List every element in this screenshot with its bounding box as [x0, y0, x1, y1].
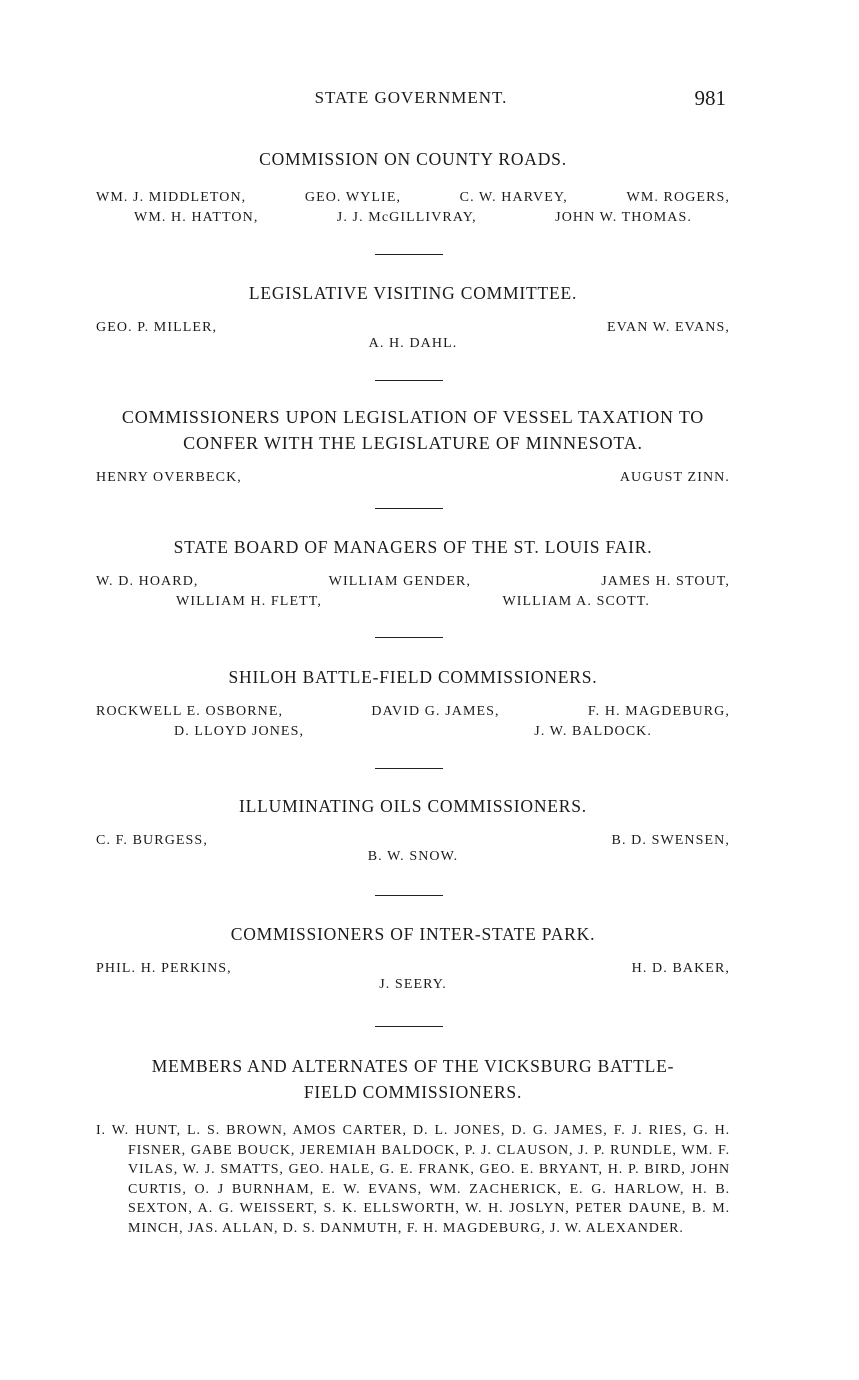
member-name: A. H. DAHL. [368, 336, 458, 351]
member-paragraph: I. W. HUNT, L. S. BROWN, AMOS CARTER, D. L. JONES, D. G. JAMES, F. J. RIES, G. H. FISNER, GABE BOUCK, JEREMIAH BALDOCK, P. J. CLAUSON, J. P. RUNDLE, WM. F. VILAS, W. J. SMATTS, GEO. HALE, G. E. FRANK, GEO. E. BRYANT, H. P. BIRD, JOHN CURTIS, O. J BURNHAM, E. W. EVANS, WM. ZACHERICK, E. G. HARLOW, H. B. SEXTON, A. G. WEISSERT, S. K. ELLSWORTH, W. H. JOSLYN, PETER DAUNE, B. M. MINCH, JAS. ALLAN, D. S. DANMUTH, F. H. MAGDEBURG, J. W. ALEXANDER. [96, 1123, 730, 1236]
section-heading-line: MEMBERS AND ALTERNATES OF THE VICKSBURG BATTLE- [151, 1056, 675, 1076]
member-name: WILLIAM GENDER, [328, 574, 472, 589]
member-name: B. W. SNOW. [367, 849, 459, 864]
section-vicksburg [96, 1053, 730, 1238]
member-name: AUGUST ZINN. [619, 470, 730, 485]
member-row [96, 188, 730, 208]
section-heading-line: CONFER WITH THE LEGISLATURE OF MINNESOTA. [183, 433, 643, 453]
member-list [96, 833, 730, 871]
section-vessel-taxation [96, 404, 730, 486]
member-row [96, 722, 730, 742]
member-name: ROCKWELL E. OSBORNE, [96, 704, 284, 719]
member-name: WM. ROGERS, [626, 190, 730, 205]
member-row [96, 592, 730, 612]
section-heading-line: FIELD COMMISSIONERS. [303, 1082, 523, 1102]
member-name: WM. H. HATTON, [134, 210, 259, 225]
member-name: JOHN W. THOMAS. [555, 210, 692, 225]
running-title: STATE GOVERNMENT. [314, 88, 508, 107]
member-name: EVAN W. EVANS, [606, 320, 730, 335]
section-divider [375, 254, 443, 255]
member-name: J. J. McGILLIVRAY, [336, 210, 477, 225]
member-list [96, 961, 730, 999]
member-name: C. F. BURGESS, [96, 833, 208, 848]
section-heading: COMMISSION ON COUNTY ROADS. [259, 149, 567, 169]
section-heading: LEGISLATIVE VISITING COMMITTEE. [248, 283, 578, 303]
member-list [96, 320, 730, 358]
member-name: DAVID G. JAMES, [371, 704, 500, 719]
member-name: D. LLOYD JONES, [174, 724, 305, 739]
section-inter-state-park [96, 921, 730, 999]
member-name: W. D. HOARD, [96, 574, 199, 589]
member-name: HENRY OVERBECK, [96, 470, 242, 485]
member-name: PHIL. H. PERKINS, [96, 961, 232, 976]
page-number: 981 [694, 86, 726, 110]
member-name: H. D. BAKER, [631, 961, 730, 976]
member-name: F. H. MAGDEBURG, [587, 704, 730, 719]
member-name: WM. J. MIDDLETON, [96, 190, 247, 205]
section-heading: COMMISSIONERS OF INTER-STATE PARK. [230, 924, 596, 944]
section-illuminating-oils [96, 793, 730, 871]
section-divider [375, 380, 443, 381]
section-divider [375, 895, 443, 896]
section-heading: ILLUMINATING OILS COMMISSIONERS. [239, 796, 587, 816]
section-heading: STATE BOARD OF MANAGERS OF THE ST. LOUIS FAIR. [173, 537, 653, 557]
section-legislative-visiting-committee [96, 280, 730, 358]
member-row [96, 572, 730, 592]
section-county-roads [96, 146, 730, 228]
member-name: J. SEERY. [379, 977, 447, 992]
member-name: J. W. BALDOCK. [534, 724, 652, 739]
member-row [96, 702, 730, 722]
member-name: WILLIAM H. FLETT, [176, 594, 322, 609]
section-heading-line: COMMISSIONERS UPON LEGISLATION OF VESSEL TAXATION TO [121, 407, 705, 427]
member-name: C. W. HARVEY, [459, 190, 568, 205]
member-list [96, 702, 730, 742]
member-list [96, 470, 730, 486]
section-shiloh [96, 664, 730, 742]
member-name: WILLIAM A. SCOTT. [502, 594, 650, 609]
section-st-louis-fair [96, 534, 730, 612]
member-name: B. D. SWENSEN, [611, 833, 730, 848]
member-name: GEO. WYLIE, [304, 190, 402, 205]
member-name: JAMES H. STOUT, [601, 574, 730, 589]
section-heading: SHILOH BATTLE-FIELD COMMISSIONERS. [228, 667, 598, 687]
member-row [96, 208, 730, 228]
member-list [96, 572, 730, 612]
section-divider [375, 1026, 443, 1027]
section-divider [375, 508, 443, 509]
section-divider [375, 768, 443, 769]
running-head [96, 86, 726, 110]
member-name: GEO. P. MILLER, [96, 320, 218, 335]
member-list [96, 188, 730, 228]
section-divider [375, 637, 443, 638]
